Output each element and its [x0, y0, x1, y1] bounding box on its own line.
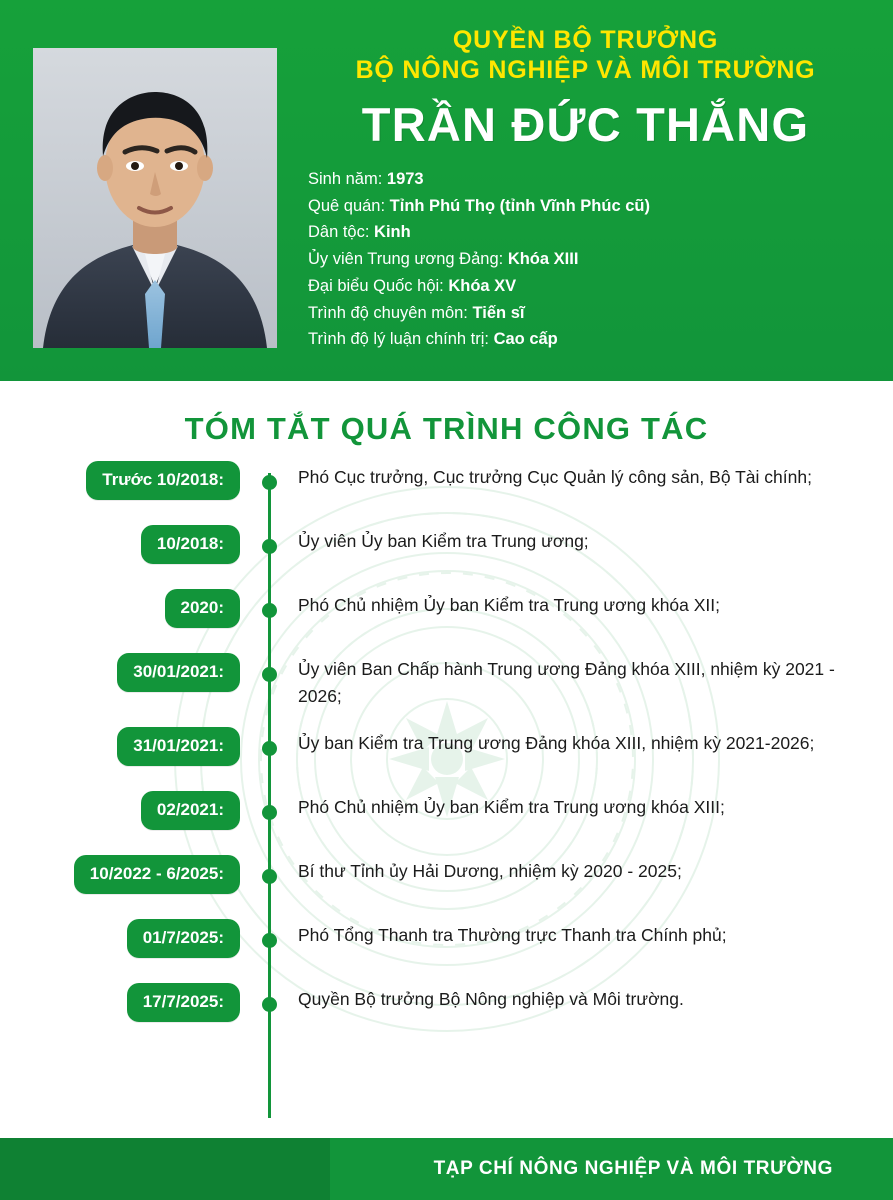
footer-accent-block	[0, 1138, 330, 1200]
timeline-item	[0, 855, 893, 901]
status-badge[interactable]: 01/7/2025:	[127, 919, 240, 958]
timeline-period-col	[0, 983, 248, 1022]
timeline-period-col	[0, 791, 248, 830]
fact-row	[308, 193, 875, 220]
fact-row	[308, 300, 875, 327]
timeline-dot	[262, 603, 277, 618]
timeline-dot	[262, 869, 277, 884]
timeline-dot	[262, 667, 277, 682]
fact-row	[308, 326, 875, 353]
timeline-dot	[262, 741, 277, 756]
fact-label: Trình độ lý luận chính trị:	[308, 330, 489, 349]
fact-value: Khóa XV	[448, 276, 517, 295]
timeline-description: Quyền Bộ trưởng Bộ Nông nghiệp và Môi trường.	[298, 989, 684, 1010]
status-badge[interactable]: 02/2021:	[141, 791, 240, 830]
header-title-line2: BỘ NÔNG NGHIỆP VÀ MÔI TRƯỜNG	[355, 55, 816, 84]
timeline-dot	[262, 475, 277, 490]
status-badge[interactable]: 31/01/2021:	[117, 727, 240, 766]
fact-label: Trình độ chuyên môn:	[308, 303, 468, 322]
fact-row	[308, 273, 875, 300]
header-title-line1: QUYỀN BỘ TRƯỞNG	[452, 26, 719, 54]
section-title: TÓM TẮT QUÁ TRÌNH CÔNG TÁC	[184, 411, 709, 446]
avatar	[33, 48, 277, 348]
timeline-item	[0, 525, 893, 571]
timeline-item	[0, 983, 893, 1029]
timeline	[0, 455, 893, 1145]
timeline-description: Ủy viên Ủy ban Kiểm tra Trung ương;	[298, 531, 589, 551]
fact-label: Ủy viên Trung ương Đảng:	[308, 250, 504, 269]
page-title: TRẦN ĐỨC THẮNG	[361, 98, 810, 151]
fact-value: Tỉnh Phú Thọ (tỉnh Vĩnh Phúc cũ)	[389, 196, 650, 215]
timeline-period-col	[0, 855, 248, 894]
status-badge[interactable]: 17/7/2025:	[127, 983, 240, 1022]
timeline-period-col	[0, 727, 248, 766]
timeline-period-col	[0, 919, 248, 958]
fact-row	[308, 219, 875, 246]
footer-text: TẠP CHÍ NÔNG NGHIỆP VÀ MÔI TRƯỜNG	[433, 1158, 833, 1179]
header-text-block	[296, 26, 875, 353]
timeline-period-col	[0, 589, 248, 628]
fact-value: Khóa XIII	[507, 250, 579, 269]
header-banner	[0, 0, 893, 381]
timeline-item	[0, 653, 893, 709]
timeline-period-col	[0, 461, 248, 500]
timeline-item	[0, 791, 893, 837]
timeline-description: Phó Cục trưởng, Cục trưởng Cục Quản lý công sản, Bộ Tài chính;	[298, 467, 812, 487]
portrait-photo-icon	[33, 48, 277, 348]
fact-label: Quê quán:	[308, 196, 386, 215]
timeline-item	[0, 919, 893, 965]
status-badge[interactable]: 10/2018:	[141, 525, 240, 564]
timeline-dot	[262, 805, 277, 820]
timeline-period-col	[0, 525, 248, 564]
status-badge[interactable]: Trước 10/2018:	[86, 461, 240, 500]
status-badge[interactable]: 2020:	[165, 589, 240, 628]
fact-label: Sinh năm:	[308, 170, 383, 188]
facts-list	[296, 166, 875, 353]
fact-value: Tiến sĩ	[472, 303, 525, 322]
timeline-dot	[262, 539, 277, 554]
timeline-item	[0, 589, 893, 635]
status-badge[interactable]: 30/01/2021:	[117, 653, 240, 692]
timeline-item	[0, 727, 893, 773]
fact-row	[308, 246, 875, 273]
fact-label: Dân tộc:	[308, 223, 370, 242]
timeline-period-col	[0, 653, 248, 692]
timeline-item	[0, 461, 893, 507]
fact-value: Kinh	[374, 223, 411, 242]
fact-value: 1973	[386, 170, 424, 188]
fact-row	[308, 166, 875, 193]
timeline-description: Phó Chủ nhiệm Ủy ban Kiểm tra Trung ương khóa XII;	[298, 595, 721, 615]
timeline-description: Ủy ban Kiểm tra Trung ương Đảng khóa XIII, nhiệm kỳ 2021-2026;	[298, 733, 815, 754]
timeline-dot	[262, 997, 277, 1012]
fact-label: Đại biểu Quốc hội:	[308, 276, 444, 295]
timeline-description: Bí thư Tỉnh ủy Hải Dương, nhiệm kỳ 2020 - 2025;	[298, 861, 682, 882]
timeline-description: Phó Chủ nhiệm Ủy ban Kiểm tra Trung ương khóa XIII;	[298, 797, 725, 818]
timeline-dot	[262, 933, 277, 948]
status-badge[interactable]: 10/2022 - 6/2025:	[74, 855, 240, 894]
footer-bar	[0, 1138, 893, 1200]
timeline-description: Phó Tổng Thanh tra Thường trực Thanh tra Chính phủ;	[298, 925, 727, 946]
timeline-rows	[0, 455, 893, 1047]
timeline-description: Ủy viên Ban Chấp hành Trung ương Đảng khóa XIII, nhiệm kỳ 2021 - 2026;	[298, 659, 835, 706]
fact-value: Cao cấp	[493, 330, 558, 349]
